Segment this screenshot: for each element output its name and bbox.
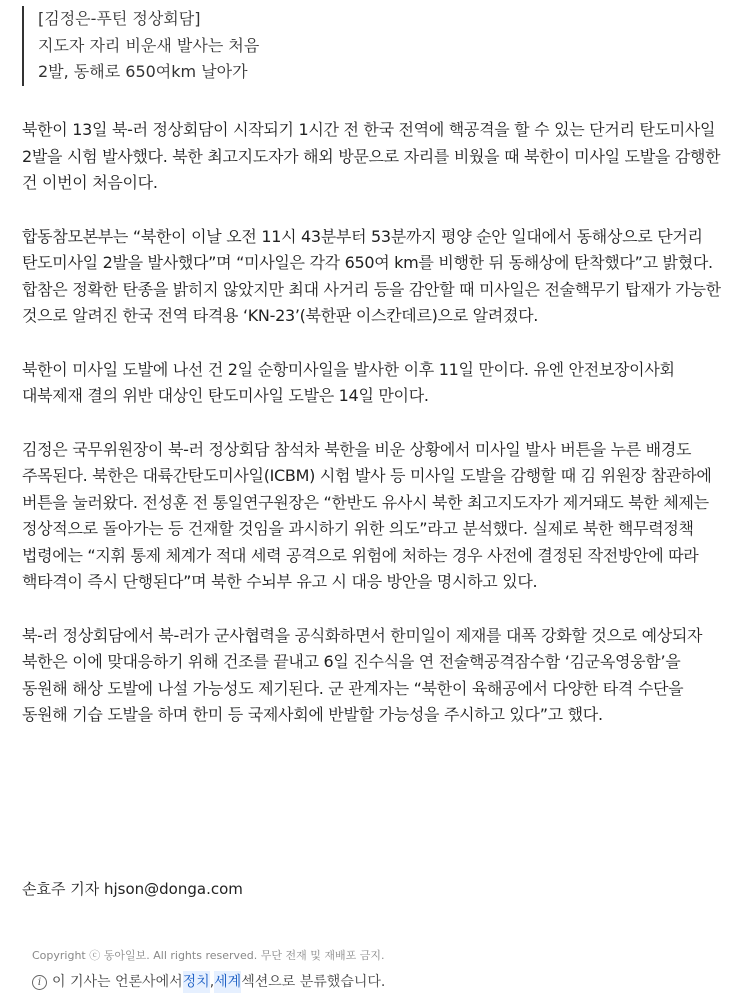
- article-subheading: [22, 6, 259, 86]
- article-paragraph: 김정은 국무위원장이 북-러 정상회담 참석차 북한을 비운 상황에서 미사일 발사 버튼을 누른 배경도 주목된다. 북한은 대륙간탄도미사일(ICBM) 시험 발사 등 미사일 도발을 감행할 때 김 위원장 참관하에 버튼을 눌러왔다. 전성훈 전 통일연구원장은 “한반도 유사시 북한 최고지도자가 제거돼도 북한 체제는 정상적으로 돌아가는 등 건재할 것임을 과시하기 위한 의도”라고 분석했다. 실제로 북한 핵무력정책 법령에는 “지휘 통제 체계가 적대 세력 공격으로 위험에 처하는 경우 사전에 결정된 작전방안에 따라 핵타격이 즉시 단행된다”며 북한 수뇌부 유고 시 대응 방안을 명시하고 있다.: [22, 439, 712, 591]
- copyright-notice: Copyright ⓒ 동아일보. All rights reserved. 무단 전재 및 재배포 금지.: [32, 949, 385, 962]
- section-note-prefix: 이 기사는 언론사에서: [52, 974, 183, 990]
- byline: 손효주 기자 hjson@donga.com: [22, 880, 243, 898]
- article-body: [22, 117, 726, 756]
- section-link-politics[interactable]: 정치: [183, 971, 210, 993]
- section-note-suffix: 섹션으로 분류했습니다.: [241, 974, 386, 990]
- subheading-line: 지도자 자리 비운새 발사는 처음: [38, 35, 260, 55]
- section-note-separator: ,: [209, 974, 215, 990]
- subheading-line: 2발, 동해로 650여km 날아가: [38, 62, 248, 81]
- section-classification-note: [32, 971, 385, 993]
- info-icon: i: [32, 975, 47, 990]
- article-paragraph: 북한이 13일 북-러 정상회담이 시작되기 1시간 전 한국 전역에 핵공격을 할 수 있는 단거리 탄도미사일 2발을 시험 발사했다. 북한 최고지도자가 해외 방문으로 자리를 비웠을 때 북한이 미사일 도발을 감행한 건 이번이 처음이다.: [22, 120, 721, 192]
- article-paragraph: 북한이 미사일 도발에 나선 건 2일 순항미사일을 발사한 이후 11일 만이다. 유엔 안전보장이사회 대북제재 결의 위반 대상인 탄도미사일 도발은 14일 만이다.: [22, 359, 675, 405]
- article-paragraph: 합동참모본부는 “북한이 이날 오전 11시 43분부터 53분까지 평양 순안 일대에서 동해상으로 단거리 탄도미사일 2발을 발사했다”며 “미사일은 각각 650여 km를 비행한 뒤 동해상에 탄착했다”고 밝혔다. 합참은 정확한 탄종을 밝히지 않았지만 최대 사거리 등을 감안할 때 미사일은 전술핵무기 탑재가 가능한 것으로 알려진 한국 전역 타격용 ‘KN-23’(북한판 이스칸데르)으로 알려졌다.: [22, 226, 721, 325]
- article-paragraph: 북-러 정상회담에서 북-러가 군사협력을 공식화하면서 한미일이 제재를 대폭 강화할 것으로 예상되자 북한은 이에 맞대응하기 위해 건조를 끝내고 6일 진수식을 연 전술핵공격잠수함 ‘김군옥영웅함’을 동원해 해상 도발에 나설 가능성도 제기된다. 군 관계자는 “북한이 육해공에서 다양한 타격 수단을 동원해 기습 도발을 하며 한미 등 국제사회에 반발할 가능성을 주시하고 있다”고 했다.: [22, 625, 703, 724]
- subheading-line: [김정은-푸틴 정상회담]: [38, 9, 201, 28]
- section-link-world[interactable]: 세계: [214, 971, 241, 993]
